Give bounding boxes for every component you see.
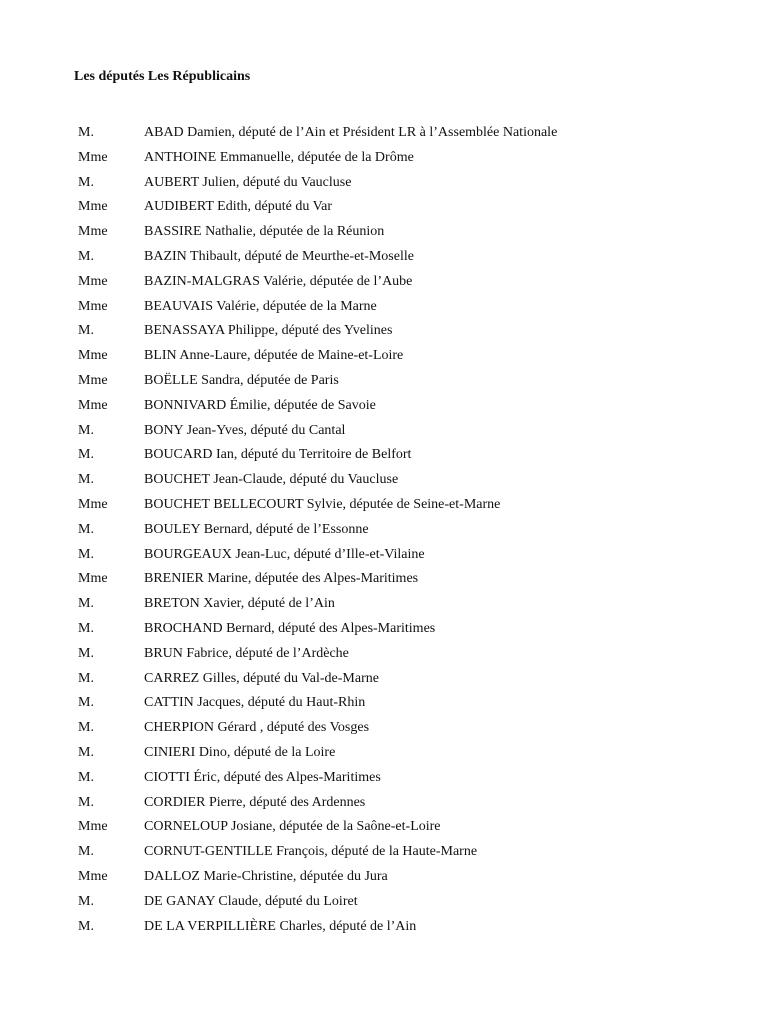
list-item xyxy=(0,247,768,272)
entry-civility: Mme xyxy=(78,348,108,364)
entry-civility: M. xyxy=(78,521,94,537)
entry-text: ABAD Damien, député de l’Ain et Président LR à l’Assemblée Nationale xyxy=(144,125,558,140)
entry-civility: Mme xyxy=(78,199,108,215)
list-item xyxy=(0,297,768,322)
list-item xyxy=(0,222,768,247)
entry-text: CARREZ Gilles, député du Val-de-Marne xyxy=(144,670,379,686)
entry-text: CINIERI Dino, député de la Loire xyxy=(144,744,336,760)
entry-civility: M. xyxy=(78,794,94,810)
entry-civility: M. xyxy=(78,447,94,463)
list-item xyxy=(0,495,768,520)
entry-civility: M. xyxy=(78,174,94,190)
entry-civility: M. xyxy=(78,720,94,736)
entry-civility: M. xyxy=(78,918,94,934)
entry-text: BOËLLE Sandra, députée de Paris xyxy=(144,372,339,388)
entry-civility: M. xyxy=(78,546,94,562)
list-item xyxy=(0,817,768,842)
entry-text: BOULEY Bernard, député de l’Essonne xyxy=(144,521,369,537)
entry-civility: M. xyxy=(78,620,94,636)
document-title: Les députés Les Républicains xyxy=(74,69,251,84)
entry-civility: M. xyxy=(78,769,94,785)
entry-text: BRENIER Marine, députée des Alpes-Maritimes xyxy=(144,571,419,587)
entry-text: DE GANAY Claude, député du Loiret xyxy=(144,893,358,909)
entry-text: BOUCARD Ian, député du Territoire de Belfort xyxy=(144,447,412,463)
list-item xyxy=(0,173,768,198)
entry-civility: Mme xyxy=(78,273,108,289)
entry-civility: Mme xyxy=(78,224,108,240)
entry-civility: Mme xyxy=(78,571,108,587)
entry-text: BRETON Xavier, député de l’Ain xyxy=(144,596,335,612)
entry-text: BROCHAND Bernard, député des Alpes-Maritimes xyxy=(144,620,436,636)
list-item xyxy=(0,396,768,421)
entry-text: DALLOZ Marie-Christine, députée du Jura xyxy=(144,868,388,884)
list-item xyxy=(0,718,768,743)
list-item xyxy=(0,693,768,718)
entry-text: BOUCHET Jean-Claude, député du Vaucluse xyxy=(144,472,399,488)
list-item xyxy=(0,569,768,594)
list-item xyxy=(0,470,768,495)
list-item xyxy=(0,321,768,346)
entry-text: CHERPION Gérard , député des Vosges xyxy=(144,720,370,736)
list-item xyxy=(0,371,768,396)
entry-text: DE LA VERPILLIÈRE Charles, député de l’Ain xyxy=(144,918,417,934)
entry-civility: Mme xyxy=(78,298,108,314)
entry-civility: M. xyxy=(78,125,94,140)
entry-civility: Mme xyxy=(78,868,108,884)
list-item xyxy=(0,594,768,619)
entry-text: CORNUT-GENTILLE François, député de la Haute-Marne xyxy=(144,844,478,860)
list-item xyxy=(0,917,768,942)
entry-text: BONNIVARD Émilie, députée de Savoie xyxy=(144,397,376,413)
list-item xyxy=(0,842,768,867)
entry-text: ANTHOINE Emmanuelle, députée de la Drôme xyxy=(144,149,414,165)
entry-text: BOUCHET BELLECOURT Sylvie, députée de Seine-et-Marne xyxy=(144,496,501,512)
list-item xyxy=(0,346,768,371)
entry-civility: M. xyxy=(78,645,94,661)
list-item xyxy=(0,272,768,297)
entry-text: BENASSAYA Philippe, député des Yvelines xyxy=(144,323,393,339)
entry-text: BAZIN-MALGRAS Valérie, députée de l’Aube xyxy=(144,273,413,289)
entry-civility: Mme xyxy=(78,397,108,413)
entry-civility: Mme xyxy=(78,372,108,388)
list-item xyxy=(0,793,768,818)
entry-civility: Mme xyxy=(78,496,108,512)
list-item xyxy=(0,520,768,545)
entry-text: CORNELOUP Josiane, députée de la Saône-et-Loire xyxy=(144,819,441,835)
list-item xyxy=(0,545,768,570)
list-item xyxy=(0,867,768,892)
list-item xyxy=(0,644,768,669)
entry-text: BONY Jean-Yves, député du Cantal xyxy=(144,422,346,438)
entry-civility: M. xyxy=(78,695,94,711)
list-item xyxy=(0,445,768,470)
entry-civility: M. xyxy=(78,844,94,860)
entry-text: AUBERT Julien, député du Vaucluse xyxy=(144,174,352,190)
entry-civility: M. xyxy=(78,248,94,264)
list-item xyxy=(0,619,768,644)
list-item xyxy=(0,123,768,148)
entry-civility: M. xyxy=(78,893,94,909)
entry-text: CATTIN Jacques, député du Haut-Rhin xyxy=(144,695,366,711)
entry-text: BRUN Fabrice, député de l’Ardèche xyxy=(144,645,349,661)
list-item xyxy=(0,743,768,768)
entry-civility: M. xyxy=(78,670,94,686)
entry-text: CORDIER Pierre, député des Ardennes xyxy=(144,794,366,810)
entry-text: BOURGEAUX Jean-Luc, député d’Ille-et-Vilaine xyxy=(144,546,425,562)
entry-text: BEAUVAIS Valérie, députée de la Marne xyxy=(144,298,377,314)
list-item xyxy=(0,197,768,222)
entry-text: CIOTTI Éric, député des Alpes-Maritimes xyxy=(144,769,381,785)
deputies-list xyxy=(0,123,768,941)
list-item xyxy=(0,421,768,446)
entry-text: BAZIN Thibault, député de Meurthe-et-Moselle xyxy=(144,248,414,264)
entry-civility: M. xyxy=(78,323,94,339)
entry-civility: M. xyxy=(78,472,94,488)
list-item xyxy=(0,148,768,173)
list-item xyxy=(0,669,768,694)
entry-civility: Mme xyxy=(78,819,108,835)
list-item xyxy=(0,768,768,793)
entry-civility: M. xyxy=(78,744,94,760)
entry-civility: M. xyxy=(78,422,94,438)
entry-text: BLIN Anne-Laure, députée de Maine-et-Loire xyxy=(144,348,404,364)
entry-civility: M. xyxy=(78,596,94,612)
entry-civility: Mme xyxy=(78,149,108,165)
entry-text: AUDIBERT Edith, député du Var xyxy=(144,199,333,215)
entry-text: BASSIRE Nathalie, députée de la Réunion xyxy=(144,224,385,240)
list-item xyxy=(0,892,768,917)
